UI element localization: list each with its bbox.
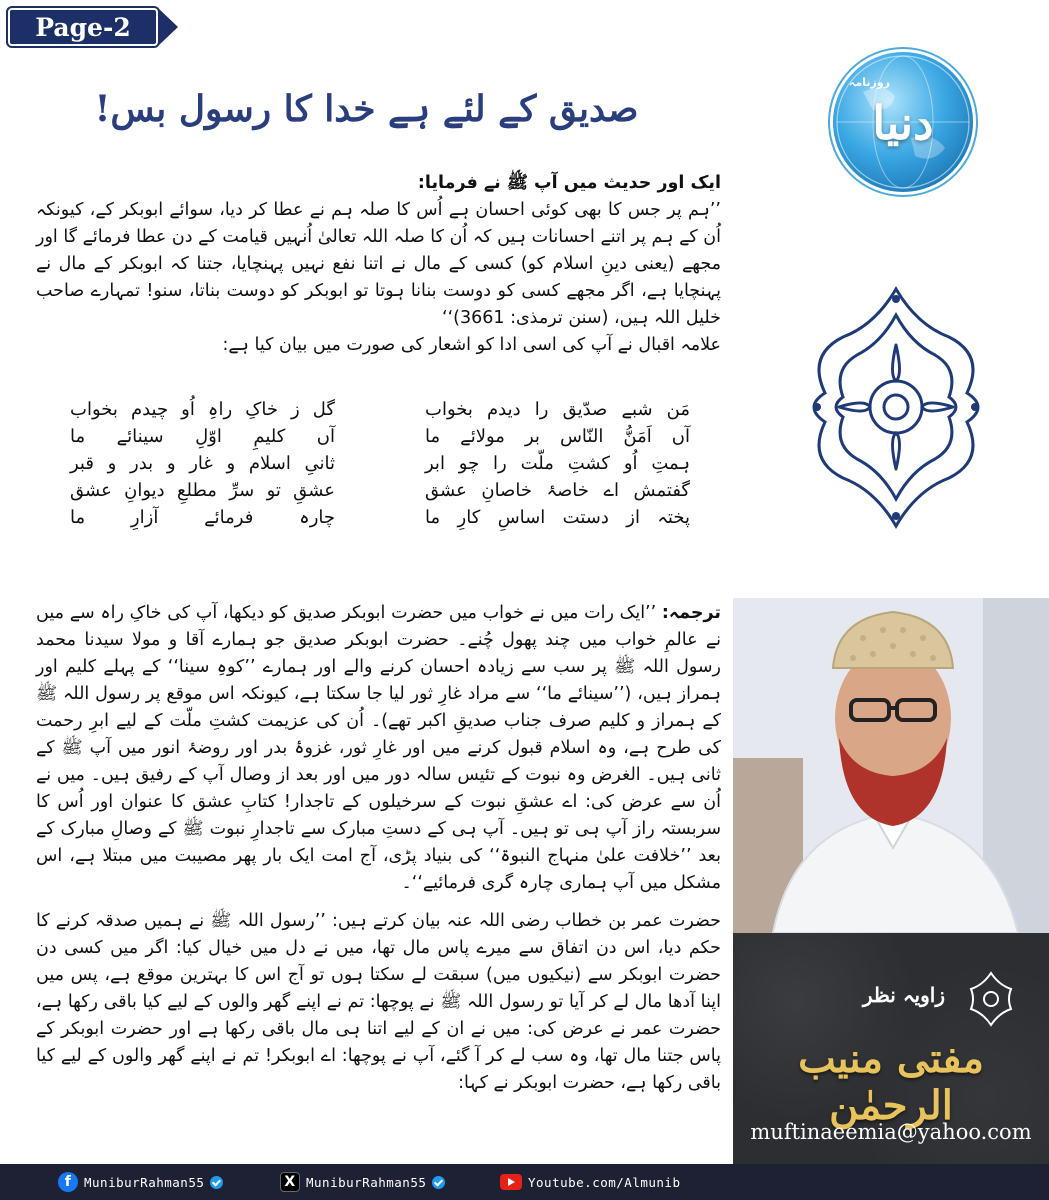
youtube-url: Youtube.com/Almunib xyxy=(528,1174,681,1190)
x-link[interactable] xyxy=(280,1171,445,1193)
author-name: مفتی منیب الرحمٰن xyxy=(798,1035,984,1129)
poem-verse: مَن شبے صدّیق را دیدم بخواب xyxy=(425,399,690,420)
x-handle: MuniburRahman55 xyxy=(306,1174,427,1190)
translation-text: ’’ایک رات میں نے خواب میں حضرت ابوبکر صدیق کو دیکھا، آپ کی خاکِ راہ سے میں نے عالمِ خواب میں چند پھول چُنے۔ حضرت ابوبکر صدیق جو ہمارے آقا و مولا سیدنا محمد رسول اللہ ﷺ پر سب سے زیادہ احسان کرنے والے اور ہمارے ’’کوہِ سینا‘‘ کے پہلے کلیم اور ہمراز ہیں، (’’سینائے ما‘‘ سے مراد غارِ ثور لیا جا سکتا ہے، کیونکہ اس موقع پر رسول اللہ ﷺ کے ہمراز و کلیم صرف جناب صدیقِ اکبر تھے)۔ اُن کی عزیمت کشتِ ملّت کے لیے ابرِ رحمت کی طرح ہے، وہ اسلام قبول کرنے میں اور غارِ ثور، غزوۂ بدر اور روضۂ انور میں آپ ﷺ کے ثانی ہیں۔ الغرض وہ نبوت کے تئیس سالہ دور میں اور بعد از وصال آپ کے رفیق ہیں۔ میں نے اُن سے عرض کی: اے عشقِ نبوت کے سرخیلوں کے تاجدار! کتابِ عشق کا عنوان اور اُس کا سربستہ راز آپ ہی تو ہیں۔ آپ ہی کے دستِ مبارک سے تاجدارِ نبوت ﷺ کے وصالِ مبارک کے بعد ’’خلافت علیٰ منہاج النبوۃ‘‘ کی بنیاد پڑی، آج امت ایک بار پھر مصیبت میں مبتلا ہے، اس مشکل میں آپ ہماری چارہ گری فرمائیے‘‘۔ xyxy=(36,603,721,893)
verified-badge-icon xyxy=(432,1176,445,1189)
x-icon: X xyxy=(280,1172,300,1192)
facebook-icon: f xyxy=(58,1172,78,1192)
iqbal-intro: علامہ اقبال نے آپ کی اسی ادا کو اشعار کی صورت میں بیان کیا ہے: xyxy=(222,335,721,355)
verified-badge-icon xyxy=(210,1176,223,1189)
poem-verse: ہمتِ اُو کشتِ ملّت را چو ابر xyxy=(425,453,690,474)
poem-verse: عشقِ تو سرِّ مطلعِ دیوانِ عشق xyxy=(70,480,335,501)
persian-poem xyxy=(70,396,690,531)
ornament-icon xyxy=(799,285,994,530)
logo-small-text: روزنامہ xyxy=(849,76,891,89)
facebook-handle: MuniburRahman55 xyxy=(84,1174,205,1190)
logo-word: دنیا xyxy=(872,96,934,150)
translation-paragraph xyxy=(36,600,721,897)
intro-lead: ایک اور حدیث میں آپ ﷺ نے فرمایا: xyxy=(417,173,721,193)
poem-verse: پختہ از دستت اساسِ کارِ ما xyxy=(425,507,690,528)
social-footer xyxy=(0,1164,1049,1200)
article-title: صدیق کے لئے ہے خدا کا رسول بس! xyxy=(94,88,639,130)
column-label: زاویہ نظر xyxy=(862,983,945,1007)
intro-paragraph xyxy=(36,170,721,359)
poem-verse: چارہ فرمائے آزارِ ما xyxy=(70,507,335,528)
author-email[interactable]: muftinaeemia@yahoo.com xyxy=(750,1120,1032,1144)
column-panel xyxy=(733,933,1049,1164)
hadith-quote: ’’ہم پر جس کا بھی کوئی احسان ہے اُس کا صلہ ہم نے عطا کر دیا، سوائے ابوبکر کے، کیونکہ اُن کے ہم پر اتنے احسانات ہیں کہ اُن کا صلہ اللہ تعالیٰ اُنہیں قیامت کے دن عطا فرمائے گا اور مجھے (یعنی دینِ اسلام کو) کسی کے مال نے اتنا نفع نہیں پہنچایا، جتنا کہ ابوبکر کے مال نے پہنچایا ہے، اگر مجھے کسی کو دوست بنانا ہوتا تو ابوبکر کو دوست بناتا، سنو! تمہارے صاحب خلیل اللہ ہیں، (سنن ترمذی: 3661)‘‘ xyxy=(36,200,721,328)
poem-verse: ثانیِ اسلام و غار و بدر و قبر xyxy=(70,453,335,474)
translation-label: ترجمہ: xyxy=(661,603,721,623)
dunya-logo xyxy=(833,52,973,192)
youtube-link[interactable] xyxy=(500,1171,681,1193)
umar-narration-paragraph: حضرت عمر بن خطاب رضی اللہ عنہ بیان کرتے ہیں: ’’رسول اللہ ﷺ نے ہمیں صدقہ کرنے کا حکم دیا، اس دن اتفاق سے میرے پاس مال تھا، میں نے دل میں خیال کیا: اگر میں کسی دن حضرت ابوبکر سے (نیکیوں میں) سبقت لے سکتا ہوں تو آج اس کا بہترین موقع ہے، پس میں اپنا آدھا مال لے کر آیا تو رسول اللہ ﷺ نے پوچھا: تم نے اپنے گھر والوں کے لیے کیا باقی رکھا ہے، حضرت عمر نے عرض کی: میں نے ان کے لیے اتنا ہی مال باقی رکھا ہے اور حضرت ابوبکر کے پاس جتنا مال تھا، وہ سب لے کر آ گئے، آپ نے پوچھا: اے ابوبکر! تم نے اپنے گھر والوں کے لیے کیا باقی رکھا ہے، حضرت ابوبکر نے کہا: xyxy=(36,911,721,1093)
youtube-icon xyxy=(500,1174,522,1190)
facebook-link[interactable] xyxy=(58,1171,223,1193)
small-ornament-icon xyxy=(967,971,1015,1027)
poem-verse: گل ز خاکِ راہِ اُو چیدم بخواب xyxy=(70,399,335,420)
author-photo xyxy=(733,598,1049,933)
portrait-illustration xyxy=(733,598,1049,933)
page-badge: Page-2 xyxy=(8,8,158,46)
poem-verse: گفتمش اے خاصۂ خاصانِ عشق xyxy=(425,480,690,501)
side-column xyxy=(733,0,1049,1164)
poem-verse: آں اَمَنُّ النّاس بر مولائے ما xyxy=(425,426,690,447)
poem-verse: آں کلیمِ اوّلِ سینائے ما xyxy=(70,426,335,447)
